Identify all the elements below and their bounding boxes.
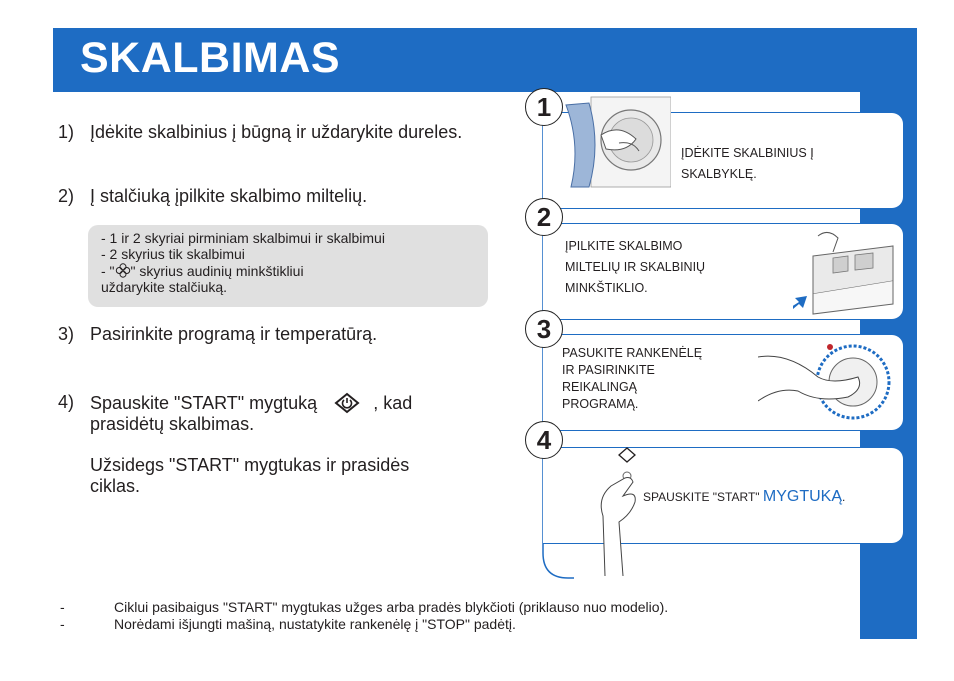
note-line: uždarykite stalčiuką. (101, 279, 228, 295)
panel-line: IR PASIRINKITE (562, 363, 655, 377)
step-text-b: , kad (373, 393, 413, 413)
note-line (101, 263, 304, 279)
panel-text (565, 236, 705, 299)
step-4 (58, 392, 518, 502)
panel-line: MINKŠTIKLIO. (565, 281, 648, 295)
detergent-drawer-illustration (793, 226, 898, 318)
softener-flower-icon (115, 263, 131, 278)
step-number: 2) (58, 186, 75, 206)
step-text (90, 392, 510, 497)
panel-text-c: . (842, 490, 846, 504)
footer-dash: - (60, 599, 65, 615)
footer-dash: - (60, 616, 65, 632)
panel-line: PROGRAMĄ. (562, 397, 639, 411)
step-panel-4 (543, 447, 904, 544)
start-press-illustration (575, 446, 675, 586)
header-bar (53, 28, 917, 92)
step-text: Įdėkite skalbinius į būgną ir uždarykite dureles. (90, 122, 463, 142)
step-number: 1) (58, 122, 75, 142)
panel-line: ĮDĖKITE SKALBINIUS Į (681, 146, 814, 160)
panel-line: SKALBYKLĘ. (681, 167, 757, 181)
step-3 (58, 324, 518, 346)
step-number: 3) (58, 324, 75, 344)
step-panel-3 (543, 334, 904, 431)
step-2 (58, 186, 518, 208)
note-line: - 2 skyrius tik skalbimui (101, 246, 245, 262)
step-number: 4) (58, 392, 75, 412)
panel-line: PASUKITE RANKENĖLĘ (562, 346, 703, 360)
step-panel-1 (543, 112, 904, 209)
step-badge-2: 2 (525, 198, 563, 236)
step-extra-a: Užsidegs "START" mygtukas ir prasidės (90, 455, 410, 475)
panel-text (562, 345, 702, 413)
footer-note-1 (60, 599, 860, 617)
step-text: Pasirinkite programą ir temperatūrą. (90, 324, 378, 344)
start-button-icon (332, 392, 362, 414)
step-panel-2 (543, 223, 904, 320)
step-1 (58, 122, 518, 144)
page-title: SKALBIMAS (80, 34, 341, 82)
note-line: - 1 ir 2 skyriai pirminiam skalbimui ir skalbimui (101, 230, 385, 246)
footer-text: Norėdami išjungti mašiną, nustatykite rankenėlę į "STOP" padėtį. (114, 616, 516, 632)
step-text: Į stalčiuką įpilkite skalbimo miltelių. (90, 186, 368, 206)
step-text-c: prasidėtų skalbimas. (90, 414, 255, 434)
panel-line: MILTELIŲ IR SKALBINIŲ (565, 260, 706, 274)
step-badge-3: 3 (525, 310, 563, 348)
panel-line: REIKALINGĄ (562, 380, 638, 394)
step-badge-4: 4 (525, 421, 563, 459)
detergent-note (88, 225, 488, 307)
program-dial-illustration (758, 337, 898, 427)
panel-line: ĮPILKITE SKALBIMO (565, 239, 683, 253)
footer-text: Ciklui pasibaigus "START" mygtukas užges arba pradės blykčioti (priklauso nuo modelio). (114, 599, 669, 615)
panel-text-accent: MYGTUKĄ (762, 488, 843, 505)
panel-text (643, 486, 845, 508)
footer-note-2 (60, 616, 860, 634)
note-text: " skyrius audinių minkštikliui (130, 263, 304, 279)
note-text: - " (101, 263, 115, 279)
step-extra-b: ciklas. (90, 476, 141, 496)
step-text-a: Spauskite "START" mygtuką (90, 393, 318, 413)
panel-text-a: SPAUSKITE "START" (643, 490, 763, 504)
washing-machine-drum-illustration (561, 95, 671, 195)
panel-text (681, 143, 814, 185)
step-badge-1: 1 (525, 88, 563, 126)
